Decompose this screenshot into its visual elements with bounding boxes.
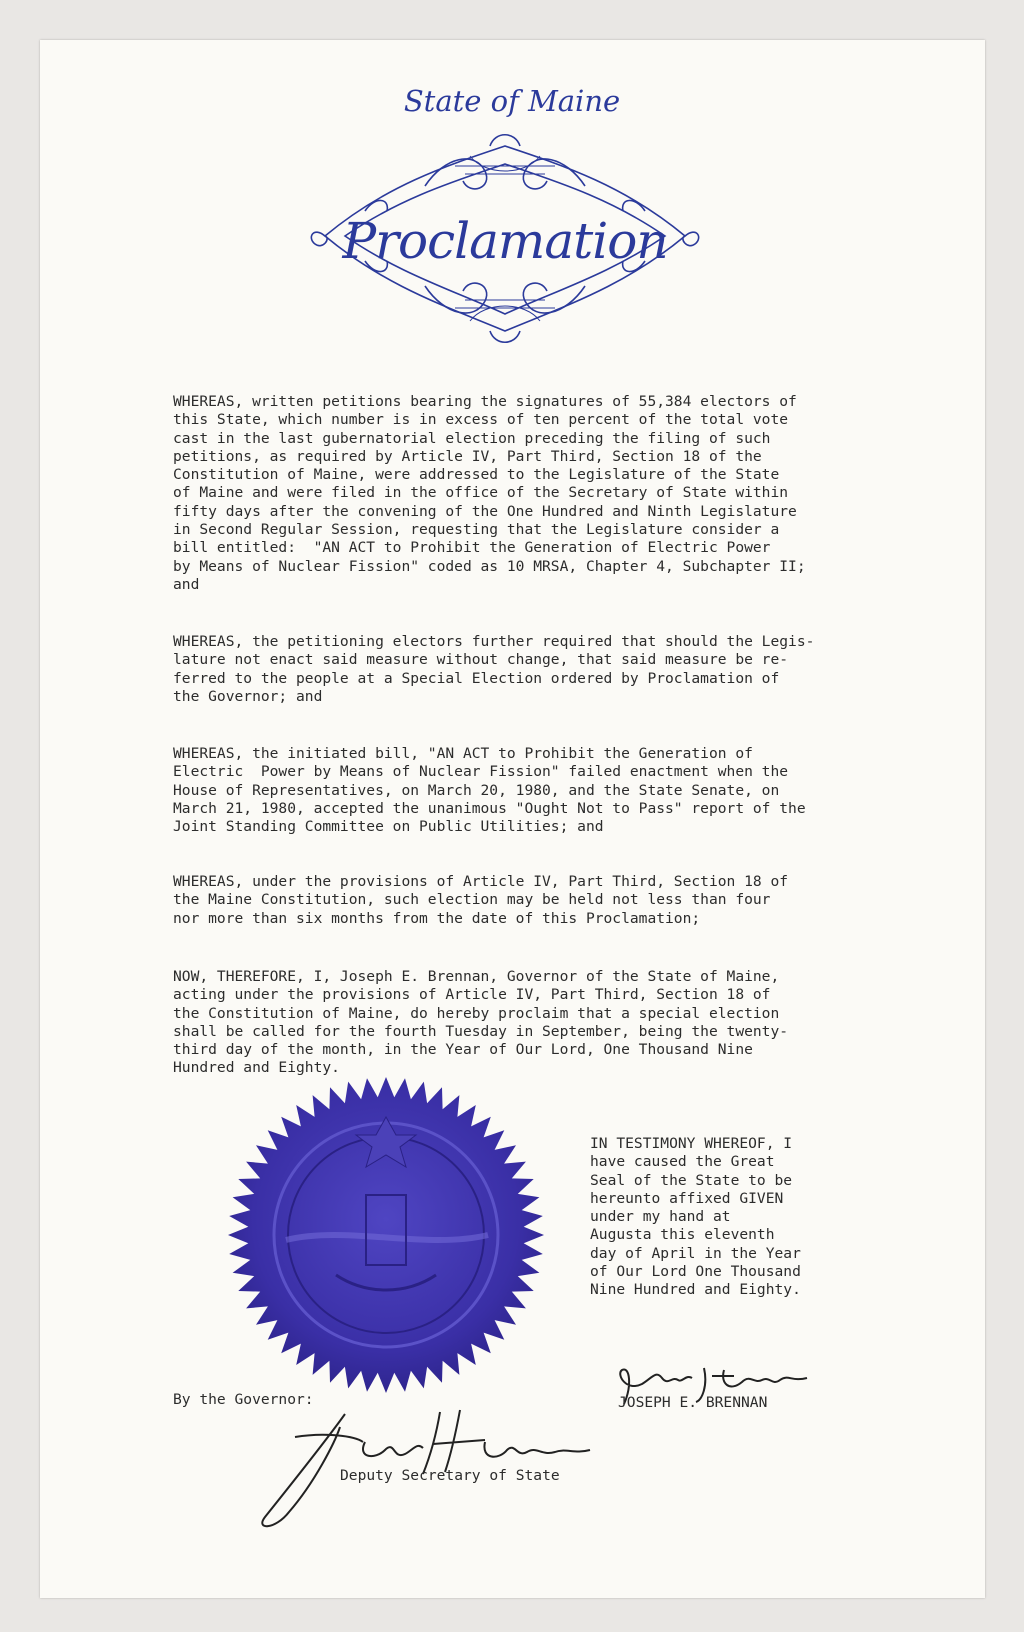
by-the-governor-label: By the Governor: — [173, 1391, 314, 1408]
whereas-petitions-paragraph: WHEREAS, written petitions bearing the signatures of 55,384 electors of this State, which number is in excess of ten percent of the total vote cast in the last gubernatorial election preceding the filing of such petitions, as required by Article IV, Part Third, Section 18 of the Constitution of Maine, were addressed to the Legislature of the State of Maine and were filed in the office of the Secretary of State within fifty days after the convening of the One Hundred and Ninth Legislature in Second Regular Session, requesting that the Legislature consider a bill entitled: "AN ACT to Prohibit the Generation of Electric Power by Means of Nuclear Fission" coded as 10 MRSA, Chapter 4, Subchapter II; and — [173, 393, 806, 593]
great-seal-icon — [226, 1075, 546, 1395]
governor-name: JOSEPH E. BRENNAN — [618, 1394, 768, 1411]
state-heading: State of Maine — [403, 84, 621, 118]
whereas-initiated-bill-paragraph: WHEREAS, the initiated bill, "AN ACT to Prohibit the Generation of Electric Power by Means of Nuclear Fission" failed enactment when the House of Representatives, on March 20, 1980, and the State Senate, on March 21, 1980, accepted the unanimous "Ought Not to Pass" report of the Joint Standing Committee on Public Utilities; and — [173, 745, 806, 836]
proclamation-title: Proclamation — [342, 212, 668, 270]
now-therefore-paragraph: NOW, THEREFORE, I, Joseph E. Brennan, Governor of the State of Maine, acting under the provisions of Article IV, Part Third, Section 18 of the Constitution of Maine, do hereby proclaim that a special election shall be called for the fourth Tuesday in September, being the twenty- third day of the month, in the Year of Our Lord, One Thousand Nine Hundred and Eighty. — [173, 968, 789, 1077]
deputy-secretary-title: Deputy Secretary of State — [340, 1467, 560, 1484]
whereas-electors-paragraph: WHEREAS, the petitioning electors further required that should the Legis- lature not enact said measure without change, that said measure be re- ferred to the people at a Special Election ordered by Proclamation of the Governor; and — [173, 633, 815, 705]
testimony-paragraph: IN TESTIMONY WHEREOF, I have caused the Great Seal of the State to be hereunto affixed GIVEN under my hand at Augusta this eleventh day of April in the Year of Our Lord One Thousand Nine Hundred and Eighty. — [590, 1135, 801, 1299]
whereas-provisions-paragraph: WHEREAS, under the provisions of Article IV, Part Third, Section 18 of the Maine Constitution, such election may be held not less than four nor more than six months from the date of this Proclamation; — [173, 873, 789, 927]
